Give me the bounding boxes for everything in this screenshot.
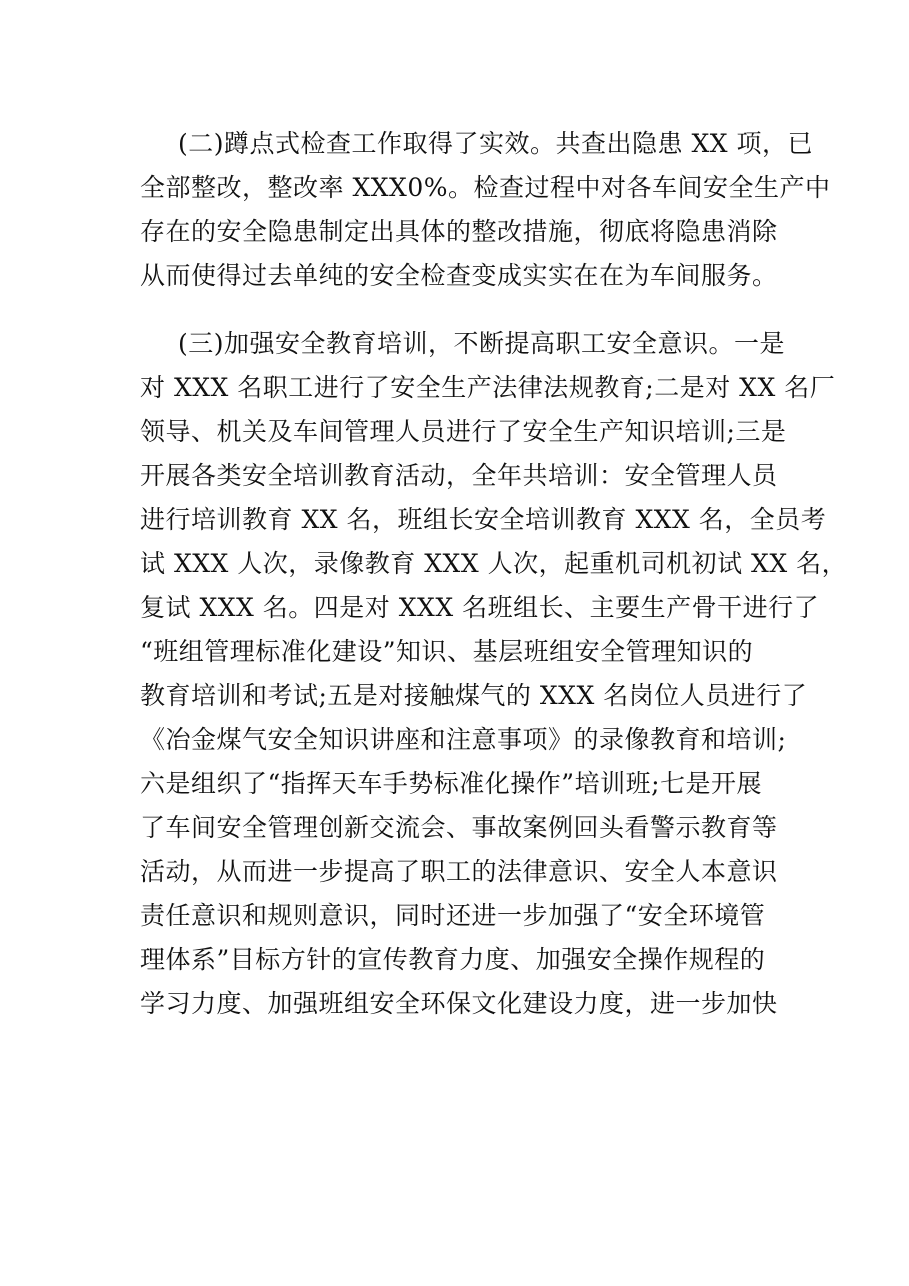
paragraph-line: 领导、机关及车间管理人员进行了安全生产知识培训;三是	[140, 417, 787, 446]
paragraph-line: “班组管理标准化建设”知识、基层班组安全管理知识的	[140, 637, 754, 666]
paragraph-line: 进行培训教育 XX 名，班组长安全培训教育 XXX 名，全员考	[140, 505, 827, 534]
paragraph-line: 理体系”目标方针的宣传教育力度、加强安全操作规程的	[140, 945, 766, 974]
paragraph-line: (三)加强安全教育培训，不断提高职工安全意识。一是	[178, 329, 786, 358]
paragraph-line: 从而使得过去单纯的安全检查变成实实在在为车间服务。	[140, 261, 778, 290]
paragraph-line: 复试 XXX 名。四是对 XXX 名班组长、主要生产骨干进行了	[140, 593, 820, 622]
paragraph-line: 全部整改，整改率 XXX0%。检查过程中对各车间安全生产中	[140, 173, 831, 202]
paragraph-line: 活动，从而进一步提高了职工的法律意识、安全人本意识	[140, 857, 778, 886]
paragraph-line: 责任意识和规则意识，同时还进一步加强了“安全环境管	[140, 901, 766, 930]
paragraph-line: 《冶金煤气安全知识讲座和注意事项》的录像教育和培训;	[140, 725, 787, 754]
paragraph-line: 六是组织了“指挥天车手势标准化操作”培训班;七是开展	[140, 769, 762, 798]
paragraph-line: 学习力度、加强班组安全环保文化建设力度，进一步加快	[140, 989, 778, 1018]
paragraph-line: 存在的安全隐患制定出具体的整改措施，彻底将隐患消除	[140, 217, 778, 246]
paragraph-line: (二)蹲点式检查工作取得了实效。共查出隐患 XX 项，已	[178, 129, 813, 158]
paragraph-line: 了车间安全管理创新交流会、事故案例回头看警示教育等	[140, 813, 778, 842]
paragraph-line: 试 XXX 人次，录像教育 XXX 人次，起重机司机初试 XX 名，	[140, 549, 848, 578]
paragraph-line: 开展各类安全培训教育活动，全年共培训：安全管理人员	[140, 461, 778, 490]
paragraph-line: 对 XXX 名职工进行了安全生产法律法规教育;二是对 XX 名厂	[140, 373, 836, 402]
paragraph-line: 教育培训和考试;五是对接触煤气的 XXX 名岗位人员进行了	[140, 681, 808, 710]
